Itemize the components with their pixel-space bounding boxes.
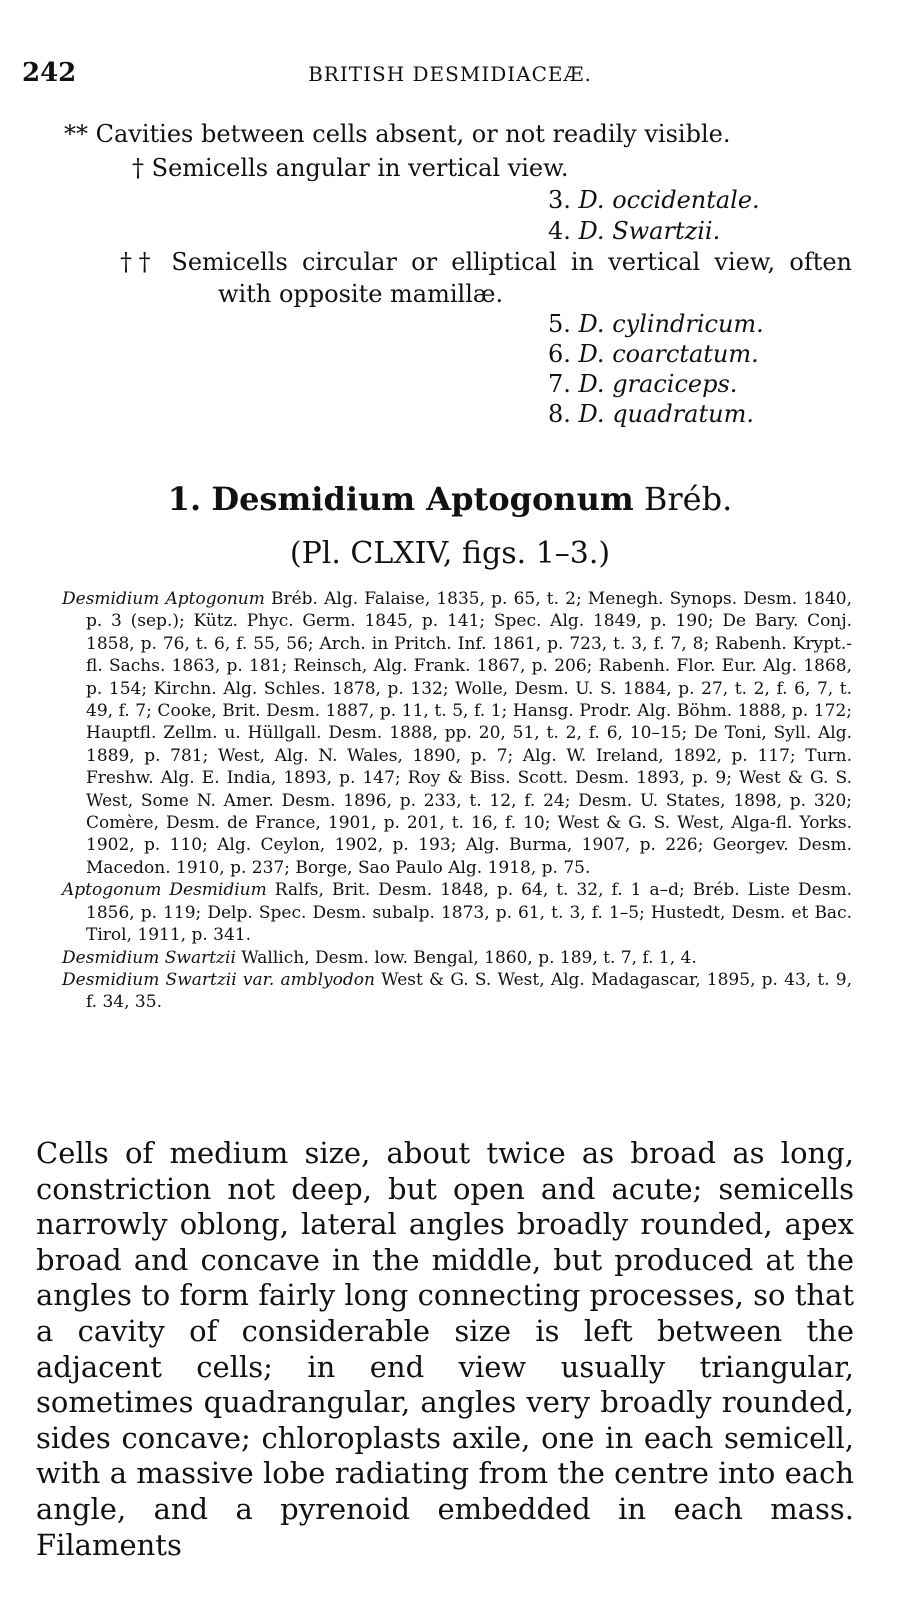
species-author: Bréb. <box>643 480 733 518</box>
key-group-circular-cont: with opposite mamillæ. <box>218 280 504 308</box>
page-number: 242 <box>22 58 77 88</box>
key-group-cavities-absent: ** Cavities between cells absent, or not readily visible. <box>64 120 731 148</box>
key-species-4: 4. D. Swartzii. <box>548 217 721 245</box>
page-header <box>22 58 878 88</box>
reference-entry: Desmidium Swartzii var. amblyodon West & G. S. West, Alg. Madagascar, 1895, p. 43, t. 9, f. 34, 35. <box>62 969 852 1013</box>
reference-entry: Desmidium Swartzii Wallich, Desm. low. Bengal, 1860, p. 189, t. 7, f. 1, 4. <box>62 947 697 968</box>
reference-entry: Desmidium Aptogonum Bréb. Alg. Falaise, 1835, p. 65, t. 2; Menegh. Synops. Desm. 1840, p. 3 (sep.); Kütz. Phyc. Germ. 1845, p. 141; Spec. Alg. 1849, p. 190; De Bary. Conj. 1858, p. 76, t. 6, f. 55, 56; Arch. in Pritch. Inf. 1861, p. 723, t. 3, f. 7, 8; Rabenh. Krypt.-fl. Sachs. 1863, p. 181; Reinsch, Alg. Frank. 1867, p. 206; Rabenh. Flor. Eur. Alg. 1868, p. 154; Kirchn. Alg. Schles. 1878, p. 132; Wolle, Desm. U. S. 1884, p. 27, t. 2, f. 6, 7, t. 49, f. 7; Cooke, Brit. Desm. 1887, p. 11, t. 5, f. 1; Hansg. Prodr. Alg. Böhm. 1888, p. 172; Hauptfl. Zellm. u. Hüllgall. Desm. 1888, pp. 20, 51, t. 2, f. 6, 10–15; De Toni, Syll. Alg. 1889, p. 781; West, Alg. N. Wales, 1890, p. 7; Alg. W. Ireland, 1892, p. 117; Turn. Freshw. Alg. E. India, 1893, p. 147; Roy & Biss. Scott. Desm. 1893, p. 9; West & G. S. West, Some N. Amer. Desm. 1896, p. 233, t. 12, f. 24; Desm. U. States, 1898, p. 320; Comère, Desm. de France, 1901, p. 201, t. 16, f. 10; West & G. S. West, Alga-fl. Yorks. 1902, p. 110; Alg. Ceylon, 1902, p. 193; Alg. Burma, 1907, p. 226; Georgev. Desm. Macedon. 1910, p. 237; Borge, Sao Paulo Alg. 1918, p. 75. <box>62 589 852 878</box>
key-group-circular: †† Semicells circular or elliptical in vertical view, often <box>120 248 852 276</box>
synonymy-references <box>62 588 852 1014</box>
key-species-6: 6. D. coarctatum. <box>548 340 759 368</box>
plate-reference: (Pl. CLXIV, figs. 1–3.) <box>289 536 611 571</box>
species-description: Cells of medium size, about twice as broad as long, constriction not deep, but open and acute; semicells narrowly oblong, lateral angles broadly rounded, apex broad and concave in the middle, but produced at the angles to form fairly long connecting processes, so that a cavity of considerable size is left between the adjacent cells; in end view usually triangular, sometimes quadrangular, angles very broadly rounded, sides concave; chloroplasts axile, one in each semicell, with a massive lobe radiating from the centre into each angle, and a pyrenoid embedded in each mass. Filaments <box>36 1136 854 1562</box>
running-head: BRITISH DESMIDIACEÆ. <box>308 62 592 86</box>
species-name: Desmidium Aptogonum <box>211 480 634 518</box>
species-heading: 1. Desmidium Aptogonum Bréb. <box>167 480 733 518</box>
key-species-3: 3. D. occidentale. <box>548 186 760 214</box>
key-species-8: 8. D. quadratum. <box>548 400 754 428</box>
key-group-angular: † Semicells angular in vertical view. <box>132 154 569 182</box>
reference-entry: Aptogonum Desmidium Ralfs, Brit. Desm. 1848, p. 64, t. 32, f. 1 a–d; Bréb. Liste Desm. 1856, p. 119; Delp. Spec. Desm. subalp. 1873, p. 61, t. 3, f. 1–5; Hustedt, Desm. et Bac. Tirol, 1911, p. 341. <box>62 880 852 946</box>
key-species-7: 7. D. graciceps. <box>548 370 738 398</box>
key-species-5: 5. D. cylindricum. <box>548 310 764 338</box>
